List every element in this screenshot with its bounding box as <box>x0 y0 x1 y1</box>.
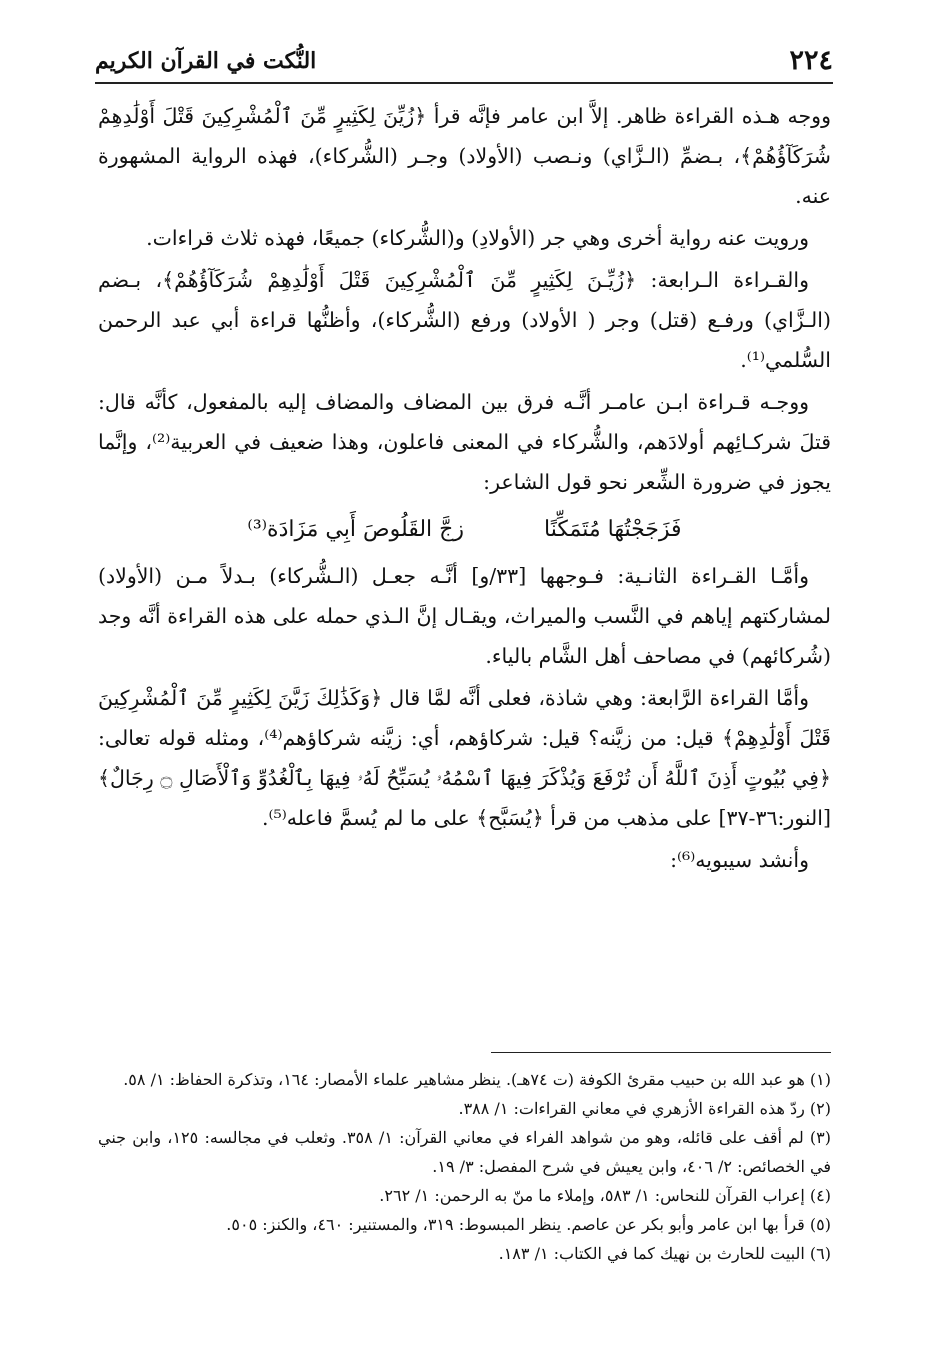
verse-first-hemistich: فَزَجَجْتُهَا مُتَمَكِّنًا <box>544 517 682 542</box>
footnote: (١) هو عبد الله بن حبيب مقرئ الكوفة (ت ٧٤هـ). ينظر مشاهير علماء الأمصار: ١٦٤، وتذكرة الحفاظ: ١/ ٥٨. <box>123 1070 831 1089</box>
footnote: (٣) لم أقف على قائله، وهو من شواهد الفراء في معاني القرآن: ١/ ٣٥٨. وثعلب في مجالسه: ١٢٥، وابن جني في الخصائص: ٢/ ٤٠٦، وابن يعيش في شرح المفصل: ٣/ ١٩. <box>98 1128 831 1176</box>
poetry-verse <box>98 508 831 552</box>
footnote: (٢) ردّ هذه القراءة الأزهري في معاني القراءات: ١/ ٣٨٨. <box>458 1099 831 1118</box>
footnote-separator <box>491 1052 831 1053</box>
paragraph: والقـراءة الـرابعة: ﴿زُيِّـنَ لِكَثِيرٍ مِّنَ ٱلْمُشْرِكِينَ قَتْلَ أَوْلَٰدِهِمْ شُرَكَآؤُهُمْ﴾، بـضم (الـزَّاي) ورفـع (قتل) وجر ( الأولاد) ورفع (الشُّركاء)، وأظنُّها قراءة أبي عبد الرحمن السُّلمي⁽¹⁾. <box>98 268 831 372</box>
verse-second-hemistich: زجَّ القَلُوصَ أَبِي مَزَادَة⁽³⁾ <box>247 517 464 542</box>
paragraph: وأمَّا القراءة الرَّابعة: وهي شاذة، فعلى أنَّه لمَّا قال ﴿وَكَذَٰلِكَ زَيَّنَ لِكَثِيرٍ مِّنَ ٱلْمُشْرِكِينَ قَتْلَ أَوْلَٰدِهِمْ﴾ قيل: من زيَّنه؟ قيل: شركاؤهم، أي: زيَّنه شركاؤهم⁽⁴⁾، ومثله قوله تعالى: ﴿فِي بُيُوتٍ أَذِنَ ٱللَّهُ أَن تُرْفَعَ وَيُذْكَرَ فِيهَا ٱسْمُهُۥ يُسَبِّحُ لَهُۥ فِيهَا بِٱلْغُدُوِّ وَٱلْأَصَالِ ۝ رِجَالٌ﴾ [النور:٣٦-٣٧] على مذهب من قرأ ﴿يُسَبَّح﴾ على ما لم يُسمَّ فاعله⁽⁵⁾. <box>98 686 831 830</box>
footnote: (٤) إعراب القرآن للنحاس: ١/ ٥٨٣، وإملاء ما منّ به الرحمن: ١/ ٢٦٢. <box>379 1186 831 1205</box>
paragraph: ورويت عنه رواية أخرى وهي جر (الأولادِ) و(الشُّركاء) جميعًا، فهذه ثلاث قراءات. <box>146 226 809 250</box>
book-title: النُّكت في القرآن الكريم <box>95 48 317 74</box>
running-header <box>95 42 833 84</box>
page-number: ٢٢٤ <box>789 45 833 76</box>
paragraph: وأنشد سيبويه⁽⁶⁾: <box>670 848 809 872</box>
paragraph: ووجه هـذه القراءة ظاهر. إلاَّ ابن عامر فإنَّه قرأ ﴿زُيِّنَ لِكَثِيرٍ مِّنَ ٱلْمُشْرِكِينَ قَتْلَ أَوْلَٰدِهِمْ شُرَكَآؤُهُمْ﴾، بـضمِّ (الـزَّاي) ونـصب (الأولاد) وجـر (الشُّركاء)، فهذه الرواية المشهورة عنه. <box>98 104 831 208</box>
main-text <box>98 96 831 882</box>
footnotes <box>98 1052 831 1268</box>
footnote: (٦) البيت للحارث بن نهيك كما في الكتاب: ١/ ١٨٣. <box>498 1244 831 1263</box>
paragraph: وأمَّـا القـراءة الثانـية: فـوجهها [٣٣/و] أنَّـه جعـل (الـشُّركاء) بـدلاً مـن (الأولاد) لمشاركتهم إياهم في النَّسب والميراث، ويقـال إنَّ الـذي حمله على هذه القراءة أنَّه وجد (شُركائهم) في مصاحف أهل الشَّام بالياء. <box>98 564 831 668</box>
paragraph: ووجـه قـراءة ابـن عامـر أنَّـه فرق بين المضاف والمضاف إليه بالمفعول، كأنَّه قال: قتلَ شركـائِهم أولادَهم، والشُّركاء في المعنى فاعلون، وهذا ضعيف في العربية⁽²⁾، وإنَّما يجوز في ضرورة الشِّعر نحو قول الشاعر: <box>98 390 831 494</box>
footnote: (٥) قرأ بها ابن عامر وأبو بكر عن عاصم. ينظر المبسوط: ٣١٩، والمستنير: ٤٦٠، والكنز: ٥٠٥. <box>226 1215 831 1234</box>
